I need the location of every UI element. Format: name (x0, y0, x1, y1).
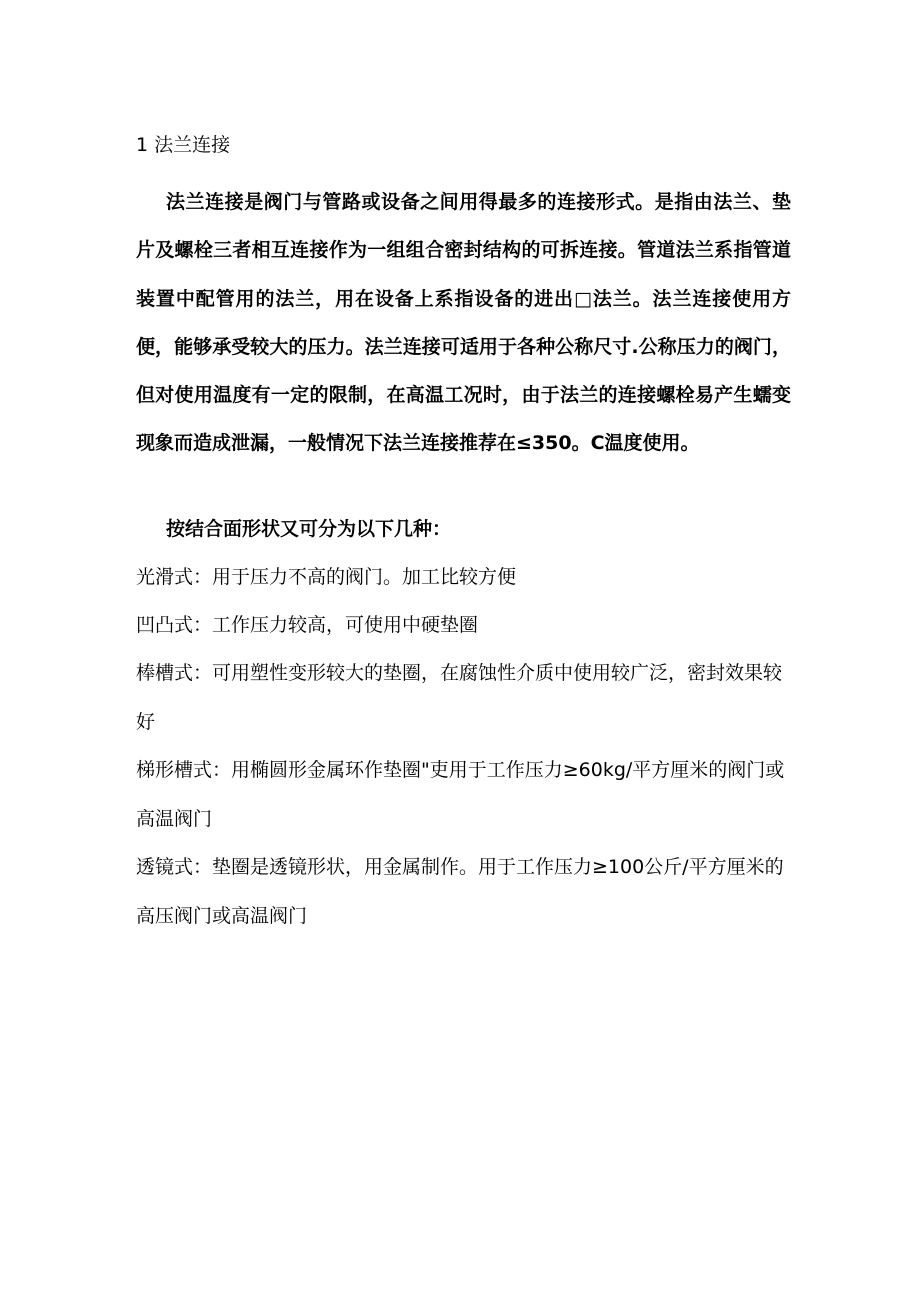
list-item: 透镜式：垫圈是透镜形状，用金属制作。用于工作压力≥100公斤/平方厘米的高压阀门或高温阀门 (136, 856, 784, 927)
intro-paragraph: 法兰连接是阀门与管路或设备之间用得最多的连接形式。是指由法兰、垫片及螺栓三者相互连接作为一组组合密封结构的可拆连接。管道法兰系指管道装置中配管用的法兰，用在设备上系指设备的进出□法兰。法兰连接使用方便，能够承受较大的压力。法兰连接可适用于各种公称尺寸.公称压力的阀门，但对使用温度有一定的限制，在高温工况时，由于法兰的连接螺栓易产生蠕变现象而造成泄漏，一般情况下法兰连接推荐在≤350。C温度使用。 (136, 191, 791, 455)
section-heading: 1 法兰连接 (136, 134, 231, 156)
list-item: 棒槽式：可用塑性变形较大的垫圈，在腐蚀性介质中使用较广泛，密封效果较好 (136, 662, 783, 733)
list-item: 梯形槽式：用椭圆形金属环作垫圈"吏用于工作压力≥60kg∕平方厘米的阀门或高温阀门 (136, 759, 785, 830)
sub-heading: 按结合面形状又可分为以下几种： (166, 518, 452, 540)
list-item: 光滑式：用于压力不高的阀门。加工比较方便 (136, 566, 517, 588)
list-item: 凹凸式：工作压力较高，可使用中硬垫圈 (136, 614, 479, 636)
